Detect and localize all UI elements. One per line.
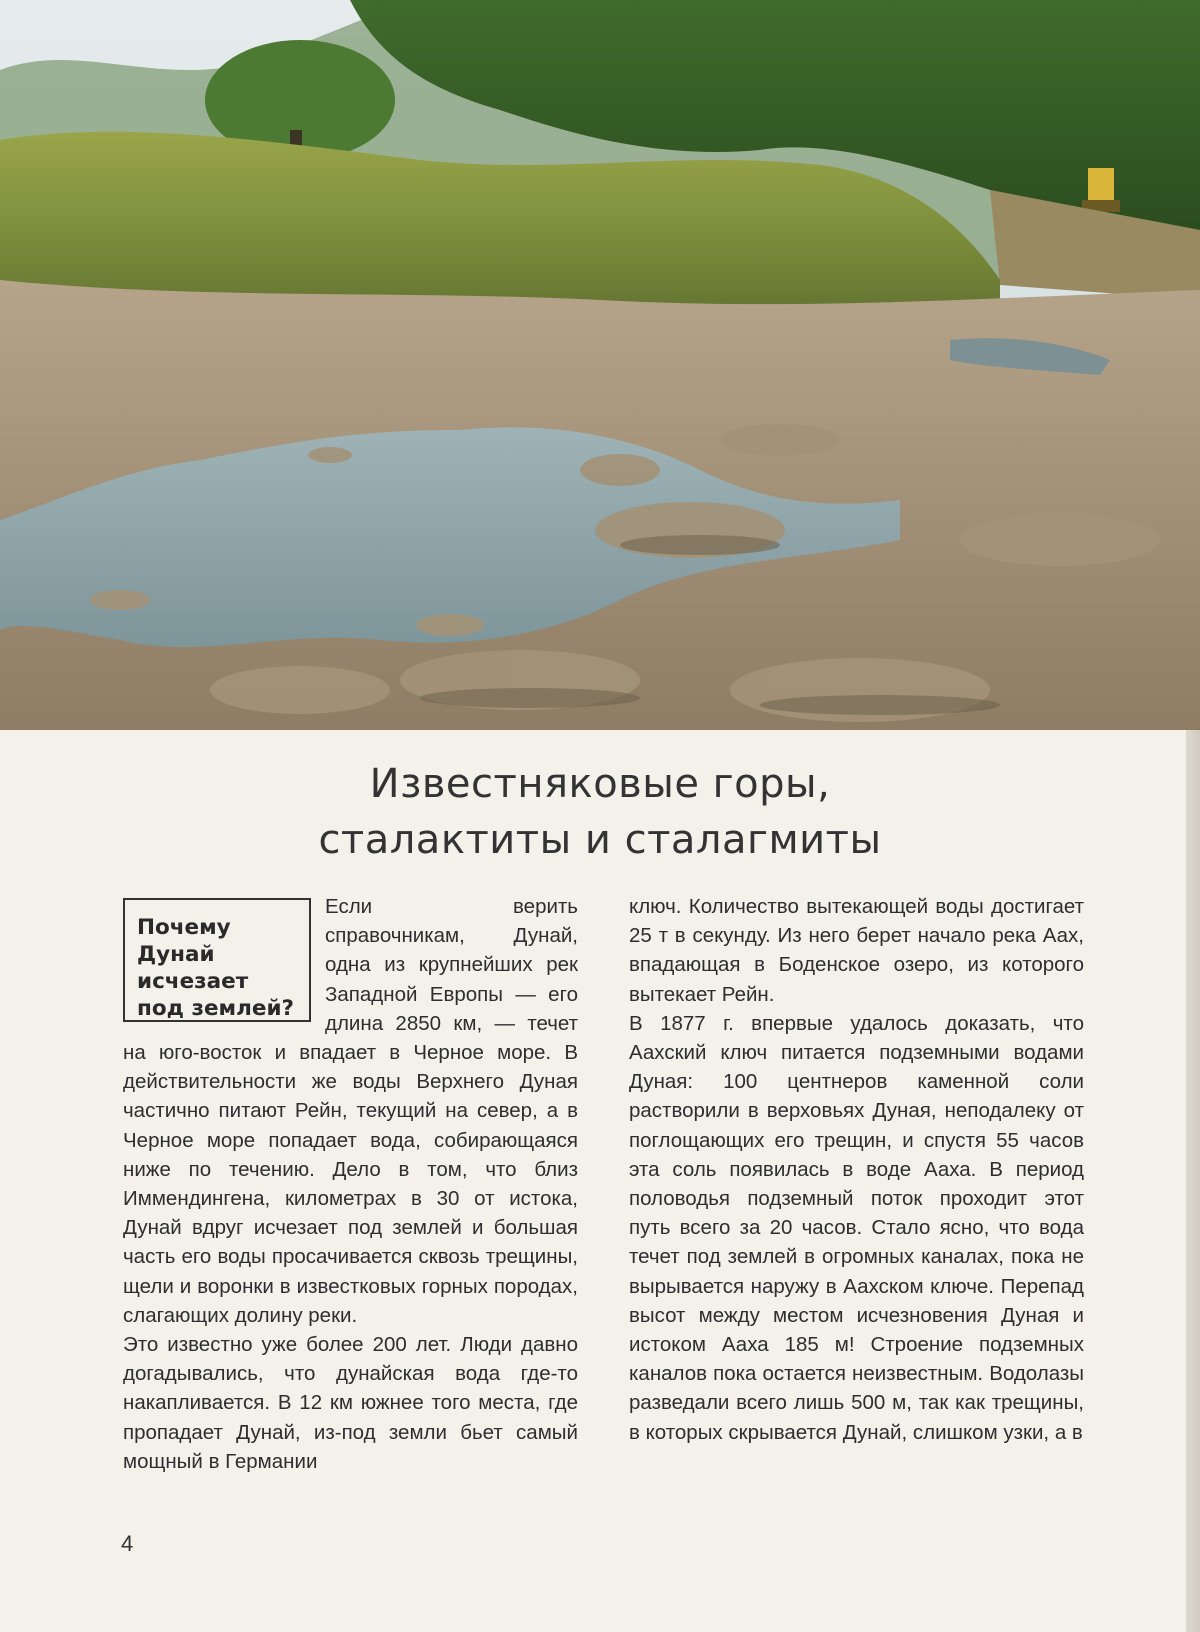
text-column-left bbox=[123, 892, 578, 1476]
paragraph-1-text: Если верить справочникам, Дунай, одна из крупнейших рек Западной Европы — его длина 2850 км, — течет на юго-восток и впадает в Черное море. В действительности же воды Верхнего Дуная частично питают Рейн, текущий на север, а в Черное море попадает вода, собирающаяся ниже по течению. Дело в том, что близ Иммендингена, километрах в 30 от истока, Дунай вдруг исчезает под землей и большая часть его воды просачивается сквозь трещины, щели и воронки в известковых горных породах, слагающих долину реки. bbox=[123, 895, 578, 1327]
sidebar-question-line: Дунай bbox=[137, 942, 215, 967]
sidebar-question-line: Почему bbox=[137, 915, 231, 940]
page-title bbox=[0, 756, 1200, 868]
page-number: 4 bbox=[121, 1531, 134, 1556]
sidebar-question-box bbox=[123, 898, 311, 1022]
sidebar-question-line: исчезает bbox=[137, 969, 249, 994]
photo-illustration bbox=[0, 0, 1200, 730]
paragraph-4: В 1877 г. впервые удалось доказать, что Аахский ключ питается подземными водами Дуная: 100 центнеров каменной соли растворили в верховьях Дуная, неподалеку от поглощающих его трещин, и спустя 55 часов эта соль появилась в воде Ааха. В период половодья подземный поток проходит этот путь всего за 20 часов. Стало ясно, что вода течет под землей в огромных каналах, пока не вырывается наружу в Аахском ключе. Перепад высот между местом исчезновения Дуная и истоком Ааха 185 м! Строение подземных каналов пока остается неизвестным. Водолазы разведали всего лишь 500 м, так как трещины, в которых скрывается Дунай, слишком узки, а в bbox=[629, 1011, 1084, 1444]
paragraph-2: Это известно уже более 200 лет. Люди давно догадывались, что дунайская вода где-то накапливается. В 12 км южнее того места, где пропадает Дунай, из-под земли бьет самый мощный в Германии bbox=[123, 1333, 578, 1473]
title-line-2: сталактиты и сталагмиты bbox=[318, 817, 882, 863]
riverbed-photo bbox=[0, 0, 1200, 730]
paragraph-1 bbox=[123, 892, 578, 1330]
text-column-right bbox=[629, 892, 1084, 1447]
sidebar-question-line: под землей? bbox=[137, 996, 294, 1021]
title-line-1: Известняковые горы, bbox=[369, 761, 831, 807]
paragraph-3: ключ. Количество вытекающей воды достигает 25 т в секунду. Из него берет начало река Аах, впадающая в Боденское озеро, из которого вытекает Рейн. bbox=[629, 895, 1084, 1006]
